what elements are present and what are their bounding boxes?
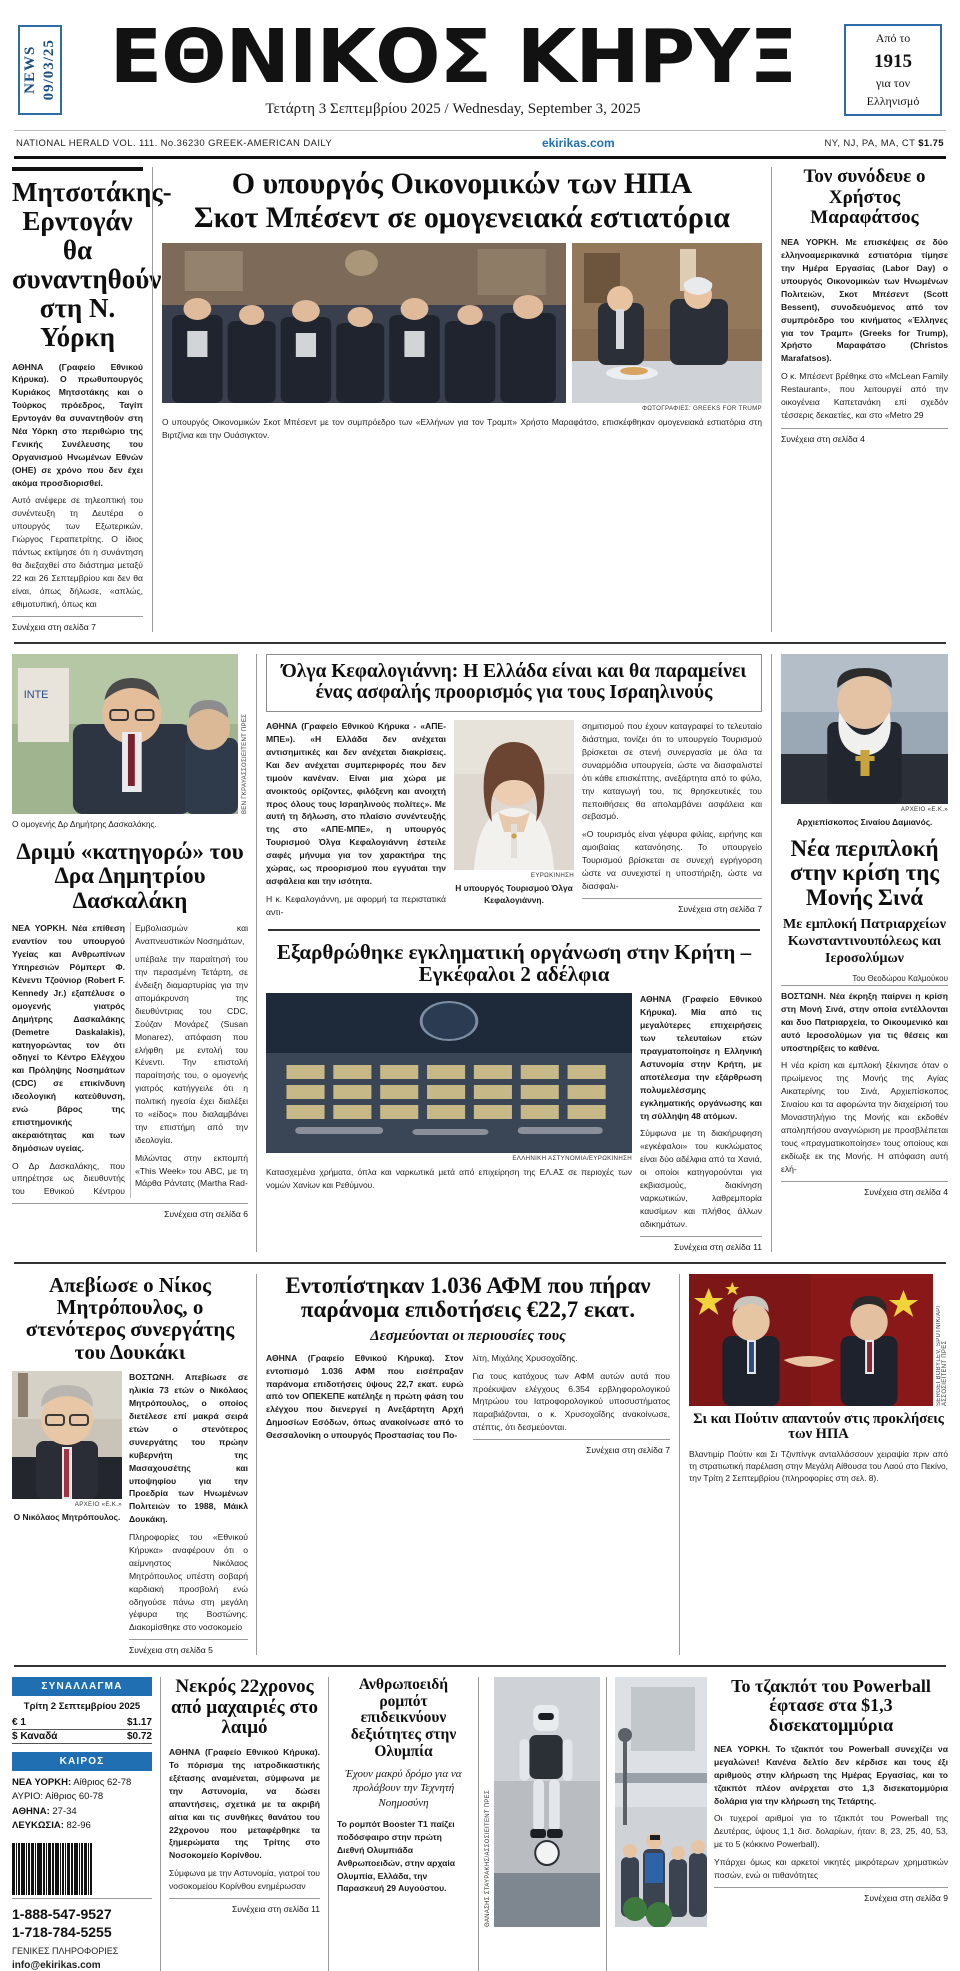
photo-crete-seizure — [266, 993, 632, 1153]
photo-caption: Κατασχεμένα χρήματα, όπλα και ναρκωτικά μετά από επιχείρηση της ΕΛ.ΑΣ σε περιοχές των νομών Χανίων και Ρεθύμνου. — [266, 1167, 632, 1190]
photo-robot — [494, 1677, 600, 1927]
article-body-p3: υπέβαλε την παραίτησή του την περασμένη Τετάρτη, σε ένδειξη διαμαρτυρίας για την απομάκρυνση της διευθύντριας του CDC, Σούζαν Μονάρεζ (Susan Monarez), απόφαση που ελήφθη με εντολή του Κένεντι. Την επιστολή παραίτησής του, ο ομογενής γιατρός κατήγγειλε ότι η πολιτική ηγεσία έχει διαλέξει το «είδος» που διαλαμβάνει την επιστήμη από την ιδεολογία. — [135, 954, 248, 1145]
article-body-p1: ΝΕΑ ΥΟΡΚΗ. Με επισκέψεις σε δύο ελληνοαμερικανικά εστιατόρια τίμησε την Ημέρα Εργασίας (Labor Day) ο υπουργός Οικονομικών των Ηνωμένων Πολιτειών, Σκοτ Μπέσεντ (Scott Bessent), συνοδευόμενος από τον συμπρόεδρο του κινήματος «Έλληνες για τον Τραμπ» (Greeks for Trump), Χρήστο Μαραφάτσο (Christos Marafatsos). — [781, 237, 948, 364]
article-crete[interactable] — [266, 941, 762, 1252]
second-section — [12, 654, 948, 1251]
article-headline: Τον συνόδευε ο Χρήστος Μαραφάτσος — [803, 166, 926, 228]
since-for-label: για τον — [875, 76, 911, 91]
article-kefalogianni[interactable] — [266, 654, 762, 712]
bottom-strip — [12, 1677, 948, 1970]
knife-body-p2: Σύμφωνα με την Αστυνομία, γιατροί του νοσοκομείου Κορίνθου ενημέρωσαν — [169, 1868, 320, 1892]
article-body-p4: Μιλώντας στην εκπομπή «This Week» του ABC, με τη Μάρθα Ράντατς (Martha Rad- — [135, 1152, 248, 1189]
photo-kefalogianni-illustration — [454, 720, 574, 870]
photo-damianos-illustration — [781, 654, 948, 804]
photo-powerball-crowd — [615, 1677, 707, 1927]
fx-row — [12, 1716, 152, 1730]
fx-label: € 1 — [12, 1717, 26, 1729]
kefalogianni-body-p2: Η κ. Κεφαλογιάννη, με αφορμή τα περιστατικά αντι- — [266, 893, 446, 917]
afm-body-p1: ΑΘΗΝΑ (Γραφείο Εθνικού Κήρυκα). Στον εντοπισμό 1.036 ΑΦΜ που εισέπραξαν παράνομα επιδοτήσεις ύψους 22,7 εκατ. ευρώ από τον ΟΠΕΚΕΠΕ κατέληξε η πρώτη φάση του ελέγχου που διενεργεί η Ανεξάρτητη Αρχή Δημοσίων Εσόδων, όπως ανακοίνωσε από το Θεσσαλονίκη ο υπουργός Προστασίας του Πο- — [266, 1352, 464, 1441]
photo-crowd-illustration — [615, 1677, 707, 1927]
lead-headline-line2: Σκοτ Μπέσεντ σε ομογενειακά εστιατόρια — [194, 200, 730, 234]
newspaper-title: ΕΘΝΙΚΟΣ ΚΗΡΥΞ — [109, 14, 797, 100]
lead-section — [12, 167, 948, 632]
news-label: NEWS — [22, 46, 39, 95]
photo-robot-illustration — [494, 1677, 600, 1927]
sinai-body-p2: Η νέα κρίση και εμπλοκή ξέκινησε όταν ο πρωίμενος της Μονής της Αγίας Αικατερίνης του Σινά, Αρχιεπίσκοπος Σιναίου και τα αφορώντα την διαχείρισή του Μοναστηλήγιο της Μονής και εκδοθέν αποληπήσου αναγνώριση με προσβλέπεται τους «πραγματικοποίησε» τους οποίους και εκδίωξε εκ της Μονής. Η απόφαση αυτή ελή- — [781, 1060, 948, 1174]
photo-credit: ΘΑΝΑΣΗΣ ΣΤΑΥΡΑΚΗΣ/ΑΣΣΟΣΙΕΪΤΕΝΤ ΠΡΕΣ — [485, 1790, 491, 1928]
article-powerball[interactable] — [606, 1677, 948, 1970]
photo-credit: SERGEI BOBYLEV, SPUTNIK/AP/ΑΣΣΟΣΙΕΪΤΕΝΤ ΠΡΕΣ — [936, 1304, 948, 1406]
section-divider-3 — [14, 1665, 946, 1667]
weather-line — [12, 1790, 152, 1804]
weather-value: 82-96 — [63, 1819, 91, 1831]
article-headline: Το τζακπότ του Powerball έφτασε στα $1,3 δισεκατομμύρια — [731, 1676, 931, 1735]
weather-line — [12, 1805, 152, 1819]
continuation-link[interactable]: Συνέχεια στη σελίδα 11 — [673, 1241, 762, 1252]
article-headline: Απεβίωσε ο Νίκος Μητρόπουλος, ο στενότερος συνεργάτης του Δουκάκι — [25, 1272, 235, 1364]
article-kicker: Έχουν μακρύ δρόμο για να προλάβουν την Τεχνητή Νοημοσύνη — [345, 1768, 462, 1809]
lead-photo-row — [162, 243, 762, 403]
photo-credit: ΑΡΧΕΙΟ «Ε.Κ.» — [900, 806, 948, 814]
weather-city: ΝΕΑ ΥΟΡΚΗ: — [12, 1777, 72, 1789]
article-afm[interactable] — [256, 1274, 680, 1656]
crete-body-p1: ΑΘΗΝΑ (Γραφείο Εθνικού Κήρυκα). Μία από τις μεγαλύτερες επιχειρήσεις των τελευταίων ετών πραγματοποίησε η Ελληνική Αστυνομία στην Κρήτη, με αποτέλεσμα την εξάρθρωση πολυμελέσσμης εγκληματικής οργάνωσης και τη σύλληψη 48 ατόμων. — [640, 994, 762, 1121]
article-headline: Μητσοτάκης-Ερντογάν θα συναντηθούν στη Ν. Υόρκη — [12, 177, 172, 352]
article-headline: Νεκρός 22χρονος από μαχαιριές στο λαιμό — [171, 1676, 318, 1738]
fx-value: $0.72 — [126, 1731, 152, 1743]
weather-value: 27-34 — [49, 1805, 77, 1817]
photo-crete-illustration — [266, 993, 632, 1153]
weather-city: ΑΘΗΝΑ: — [12, 1805, 50, 1817]
svg-text:INTE: INTE — [23, 689, 49, 702]
continuation-link[interactable]: Συνέχεια στη σελίδα 7 — [12, 622, 96, 633]
info-bar — [12, 131, 948, 156]
weather-value: Αίθριος 60-78 — [42, 1791, 104, 1803]
general-info-label: ΓΕΝΙΚΕΣ ΠΛΗΡΟΦΟΡΙΕΣ — [12, 1945, 119, 1956]
website-link[interactable]: ekirikas.com — [541, 136, 615, 151]
price-info — [825, 138, 944, 149]
price-regions: NY, NJ, PA, MA, CT — [824, 137, 916, 149]
fx-value: $1.17 — [126, 1717, 152, 1729]
photo-kefalogianni — [454, 720, 574, 870]
article-headline: Όλγα Κεφαλογιάννη: Η Ελλάδα είναι και θα παραμείνει ένας ασφαλής προορισμός για τους Ισραηλινούς — [281, 661, 747, 704]
article-headline: Νέα περιπλοκή στην κρίση της Μονής Σινά — [789, 835, 940, 910]
weather-value: Αίθριος 62-78 — [71, 1777, 132, 1789]
article-body-p2: Αυτό ανέφερε σε τηλεοπτική του συνέντευξη τη Δευτέρα ο υπουργός των Εξωτερικών, Γιώργος Γεραπετρίτης. Ο ίδιος πάντως εκτίμησε ότι η συνάντηση θα διεξαχθεί στο διάστημα μεταξύ 22 και 26 Σεπτεμβρίου και δεν θα είναι, όπως δήλωσε, «απλώς, εθιμοτυπική, όπως και — [12, 495, 143, 609]
exchange-rates-date: Τρίτη 2 Σεπτεμβρίου 2025 — [23, 1701, 141, 1713]
article-headline: Εντοπίστηκαν 1.036 ΑΦΜ που πήραν παράνομα επιδοτήσεις €22,7 εκατ. — [285, 1272, 651, 1323]
article-headline: Εξαρθρώθηκε εγκληματική οργάνωση στην Κρήτη – Εγκέφαλοι 2 αδέλφια — [276, 939, 752, 987]
knife-body-p1: ΑΘΗΝΑ (Γραφείο Εθνικού Κήρυκα). Το πόρισμα της ιατροδικαστικής εξέτασης αναμένεται, σύμφωνα με την Αστυνομία, να δώσει απαντήσεις, σχετικά με τα ακριβή αίτια και τις συνθήκες θανάτου του 22χρονου που μεταφέρθηκε τα ξημερώματα της Τρίτης στο Νοσοκομείο Κορίνθου. — [169, 1747, 320, 1861]
issue-date: Τετάρτη 3 Σεπτεμβρίου 2025 / Wednesday, September 3, 2025 — [265, 101, 641, 118]
continuation-link[interactable]: Συνέχεια στη σελίδα 7 — [678, 903, 762, 914]
section-divider-2 — [14, 1262, 946, 1264]
masthead — [12, 0, 948, 122]
fx-row — [12, 1730, 152, 1744]
lead-headline-line1: Ο υπουργός Οικονομικών των ΗΠΑ — [231, 167, 693, 201]
lead-story-bessent[interactable] — [152, 167, 772, 632]
header-bottom-rule — [14, 156, 946, 159]
article-daskalakis[interactable] — [12, 654, 256, 1251]
article-putin-xi[interactable] — [680, 1274, 948, 1656]
weather-city: ΑΥΡΙΟ: — [12, 1791, 43, 1803]
lead-photo-caption: Ο υπουργός Οικονομικών Σκοτ Μπέσεντ με τον συμπρόεδρο των «Ελλήνων για τον Τραμπ» Χρήστο Μαραφάτσο, επισκέφθηκαν ομογενειακά εστιατόρια στη Βιρτζίνια και την Ουάσιγκτον. — [162, 417, 762, 440]
info-panel — [12, 1677, 160, 1970]
photo-credit: ΒΕΝ ΓΚΡΑΥΑΣΣΟΣΙΕΪΤΕΝΤ ΠΡΕΣ — [242, 714, 248, 815]
masthead-center — [62, 14, 844, 118]
article-marafatsos[interactable] — [772, 167, 948, 632]
photo-group-illustration — [162, 243, 566, 403]
powerball-body-p1: ΝΕΑ ΥΟΡΚΗ. Το τζακπότ του Powerball συνεχίζει να μεγαλώνει! Κανένα δελτίο δεν κέρδισε και τους έξι αριθμούς στην κλήρωση της Ημέρας Εργασίας, και το τζακπότ πλέον ανέρχεται στο 1,3 δισεκατομμύρια δολάρια για την κλήρωση της Τετάρτης. — [714, 1743, 948, 1806]
publication-info: NATIONAL HERALD VOL. 111. No.36230 GREEK-AMERICAN DAILY — [16, 137, 333, 149]
photo-putin-xi — [689, 1274, 933, 1406]
article-knife[interactable] — [160, 1677, 328, 1970]
third-section — [12, 1274, 948, 1656]
section-divider-crete — [268, 929, 760, 931]
article-sinai[interactable] — [772, 654, 948, 1251]
continuation-link[interactable]: Συνέχεια στη σελίδα 7 — [586, 1445, 670, 1456]
weather-line — [12, 1776, 152, 1790]
center-articles-column — [256, 654, 772, 1251]
mitropoulos-body-p1: ΒΟΣΤΩΝΗ. Απεβίωσε σε ηλικία 73 ετών ο Νικόλαος Μητρόπουλος, ο οποίος διετέλεσε επί μακρά σειρά ετών ο στενότερος συνεργάτης του πρώην κυβερνήτη της Μασαχουσέτης και υποψηφίου για την Προεδρία των Ηνωμένων Πολιτειών το 1988, Μάικλ Δουκάκη. — [129, 1372, 248, 1525]
photo-mitropoulos-illustration — [12, 1371, 122, 1499]
since-year: 1915 — [874, 50, 912, 72]
photo-caption: Η υπουργός Τουρισμού Όλγα Κεφαλογιάννη. — [455, 883, 573, 906]
article-byline: Του Θεοδώρου Καλμούκου — [781, 974, 948, 986]
robot-body: Το ρομπότ Booster T1 παίζει ποδόσφαιρο στην πρώτη Διεθνή Ολυμπιάδα Ανθρωποειδών, στην αρχαία Ολυμπία, Ελλάδα, την Παρασκευή 29 Αυγούστου. — [337, 1818, 456, 1894]
photo-credit: ΑΡΧΕΙΟ «Ε.Κ.» — [74, 1501, 122, 1509]
barcode — [12, 1843, 152, 1895]
price-amount: $1.75 — [918, 137, 944, 149]
article-headline: Σι και Πούτιν απαντούν στις προκλήσεις των ΗΠΑ — [693, 1410, 944, 1443]
photo-credit: ΦΩΤΟΓΡΑΦΙΕΣ: GREEKS FOR TRUMP — [642, 405, 762, 413]
article-robot[interactable] — [328, 1677, 478, 1970]
photo-bessent-table — [572, 243, 762, 403]
afm-body-p3: Για τους κατόχους των ΑΦΜ αυτών αυτά που προέκυψαν ελέγχους 6.354 ερβληφορολογικού Μητρώου του Ιατροφορολογικού υποσυστήματος παραβιάζονται, ο κ. Χρυσοχοΐδης ανακοίνωσε, στέπτις, ότι δεσμεύονται. — [472, 1370, 670, 1433]
since-what-label: Ελληνισμό — [866, 93, 920, 108]
exchange-rates-title: ΣΥΝΑΛΛΑΓΜΑ — [12, 1677, 152, 1696]
article-body-columns — [12, 922, 248, 1198]
sinai-body-p1: ΒΟΣΤΩΝΗ. Νέα έκρηξη παίρνει η κρίση στη Μονή Σινά, στην οποία εντέλλονται και δυο Πατριαρχεία, το Οικουμενικό και αυτό Ιεροσολύμων για τις θέσεις και υποστηρίξεις το καθένα. — [781, 991, 948, 1053]
article-mitsotakis-erdogan[interactable] — [12, 167, 172, 633]
photo-archbishop-damianos — [781, 654, 948, 804]
continuation-link[interactable]: Συνέχεια στη σελίδα 4 — [864, 1186, 948, 1197]
since-from-label: Από το — [875, 31, 911, 46]
weather-line — [12, 1819, 152, 1833]
crete-body-p2: Σύμφωνα με τη διακήρυφηση «εγκέφαλοι» του κυκλώματος είναι δύο αδέλφια από τα Χανιά, οι οποίοι κατηγορούνται για εκβιασμούς, διακίνηση ναρκωτικών, λαθρεμπορία καυσίμων και πλήθος άλλων αδικημάτων. — [640, 1128, 762, 1229]
news-date: 09/03/25 — [41, 39, 57, 101]
photo-caption: Ο ομογενής Δρ Δημήτρης Δασκαλάκης. — [12, 819, 157, 830]
continuation-link[interactable]: Συνέχεια στη σελίδα 11 — [231, 1903, 320, 1914]
kefalogianni-body-p3: σημιτισμού που έχουν καταγραφεί το τελευταίο διάστημα, τονίζει ότι το υπουργείο Τουρισμού βρίσκεται σε στενή συνεργασία με όλα τα συναρμόδια υπουργεία, ώστε να διασφαλιστεί ότι κάθε επισκέπτης, ανεξάρτητα από το φύλο, την καταγωγή του, τις θρησκευτικές του πεποιθήσεις θα απολαμβάνει ασφάλεια και σεβασμό. — [582, 721, 762, 822]
article-mitropoulos[interactable] — [12, 1274, 256, 1656]
phone-number-1[interactable]: 1-888-547-9527 — [12, 1906, 112, 1923]
news-date-badge — [18, 25, 62, 115]
powerball-body-p3: Υπάρχει όμως και αρκετοί νικητές μικρότερων χρηματικών ποσών, ενώ οι πιθανότητες — [714, 1857, 948, 1880]
continuation-link[interactable]: Συνέχεια στη σελίδα 6 — [164, 1209, 248, 1220]
section-divider-1 — [14, 642, 946, 644]
article-body-p2: Ο Δρ Δασκαλάκης, που υπηρέτησε ως διευθυντής του Εθνικού Κέντρου Εμβολιασμών και Αναπνευστικών Νοσημάτων, — [12, 923, 248, 1197]
photo-credit: ΕΥΡΩΚΙΝΗΣΗ — [530, 872, 574, 880]
article-headline: Δριμύ «κατηγορώ» του Δρα Δημητρίου Δασκαλάκη — [16, 838, 244, 913]
photo-credit: ΕΛΛΗΝΙΚΗ ΑΣΤΥΝΟΜΙΑ/ΕΥΡΩΚΙΝΗΣΗ — [512, 1155, 632, 1163]
since-badge — [844, 24, 942, 116]
article-subheadline: Δεσμεύονται οι περιουσίες τους — [370, 1327, 566, 1344]
phone-number-2[interactable]: 1-718-784-5255 — [12, 1924, 112, 1941]
photo-mitropoulos — [12, 1371, 122, 1499]
continuation-link[interactable]: Συνέχεια στη σελίδα 9 — [864, 1892, 948, 1903]
photo-caption: Ο Νικόλαος Μητρόπουλος. — [13, 1512, 121, 1523]
mitropoulos-body-p2: Πληροφορίες του «Εθνικού Κήρυκα» αναφέρουν ότι ο αείμνηστος Νικόλαος Μητρόπουλος υπέστη σοβαρή καρδιακή προσβολή ενώ οδηγούσε πάνω στη μεγάλη γέφυρα της Βοστώνης. Διακομίσθηκε στο νοσοκομείο — [129, 1532, 248, 1633]
afm-body-p2: λίτη, Μιχάλης Χρυσοχοΐδης. — [472, 1352, 578, 1363]
photo-restaurant-group — [162, 243, 566, 403]
weather-city: ΛΕΥΚΩΣΙΑ: — [12, 1819, 64, 1831]
photo-caption: Αρχιεπίσκοπος Σιναίου Δαμιανός. — [796, 817, 933, 828]
powerball-body-p2: Οι τυχεροί αριθμοί για το τζακπότ του Powerball της Δευτέρας, ύψους 1,1 δισ. δολαρίων, ήταν: 8, 23, 25, 40, 53, με το 5 (κόκκινο Powerball). — [714, 1813, 948, 1850]
fx-label: $ Καναδά — [12, 1731, 58, 1743]
photo-daskalakis-illustration — [12, 654, 238, 814]
article-body-p1: ΑΘΗΝΑ (Γραφείο Εθνικού Κήρυκα). Ο πρωθυπουργός Κυριάκος Μητσοτάκης και ο Τούρκος πρόεδρος, Ταγίπ Ερντογάν θα συναντηθούν στη Νέα Υόρκη στο περιθώριο της Γενικής Συνέλευσης του Οργανισμού Ηνωμένων Εθνών (ΟΗΕ) σε χρόνο που δεν έχει ακόμα προσδιορισθεί. — [12, 361, 143, 488]
kefalogianni-body-p4: «Ο τουρισμός είναι γέφυρα φιλίας, ειρήνης και αμοιβαίας κατανόησης. Το υπουργείο Τουρισμού βρίσκεται σε συνεχή εγρήγορση ώστε να συνεχιστεί η υποστήριξη, ώστε να διασφαλι- — [582, 829, 762, 891]
kefalogianni-body-p1: ΑΘΗΝΑ (Γραφείο Εθνικού Κήρυκα - «ΑΠΕ-ΜΠΕ»). «Η Ελλάδα δεν ανέχεται αντισημιτικές και δεν ανέχεται διακρίσεις. Και δεν ανέχεται συμπεριφορές που δεν τιμούν κανέναν. Είναι μια χώρα με ανοικτούς ορίζοντες, φιλόξενη και ανοιχτή προς όλους τους Ισραηλινούς πολίτες». Με αυτή τη δήλωση, στο πλαίσιο συνέντευξής της στο «ΑΠΕ-ΜΠΕ», η υπουργός Τουρισμού Όλγα Κεφαλογιάννη έστειλε σαφές μήνυμα για τον χαρακτήρα της χώρας, ως προορισμού που εγγυάται την ασφάλεια και την ισότητα. — [266, 721, 446, 886]
article-body-p1: ΝΕΑ ΥΟΡΚΗ. Νέα επίθεση εναντίον του υπουργού Υγείας και Ανθρωπίνων Υπηρεσιών Ρόμπερτ Φ. Κένεντι Τζούνιορ (Robert F. Kennedy Jr.) εξαπέλυσε ο ομογενής γιατρός Δημήτρης Δασκαλάκης (Demetre Daskalakis), κατηγορώντας τον ότι οδηγεί το Κέντρο Ελέγχου και Πρόληψης Νοσημάτων (CDC) σε επικίνδυνη ιδεολογική κατεύθυνση, ενώ βάρος της επιστημονικής ακεραιότητας και των δημόσιων υγείας. — [12, 923, 125, 1153]
robot-photo-panel — [478, 1677, 606, 1970]
photo-putin-xi-illustration — [689, 1274, 933, 1406]
photo-daskalakis — [12, 654, 238, 814]
article-subheadline: Με εμπλοκή Πατριαρχείων Κωνσταντινουπόλεως και Ιεροσολύμων — [783, 917, 946, 966]
article-body-p2: Ο κ. Μπέσεντ βρέθηκε στο «McLean Family Restaurant», που λειτουργεί από την οικογένεια Καπετανάκη επί σχεδόν τέσσερις δεκαετίες, και στο «Metro 29 — [781, 371, 948, 420]
contact-email[interactable]: info@ekirikas.com — [12, 1959, 101, 1971]
photo-caption: Βλαντιμίρ Πούτιν και Σι Τζινπίνγκ ανταλλάσσουν χειραψία πριν από τη στρατιωτική παρέλαση στην Μεγάλη Αίθουσα του Λαού στο Πεκίνο, την Τρίτη 2 Σεπτεμβρίου (πληροφορίες στη σελ. 8). — [689, 1448, 948, 1483]
article-headline: Ανθρωποειδή ρομπότ επιδεικνύουν δεξιότητες στην Ολυμπία — [350, 1676, 457, 1760]
continuation-link[interactable]: Συνέχεια στη σελίδα 5 — [129, 1645, 213, 1656]
weather-title: ΚΑΙΡΟΣ — [12, 1752, 152, 1771]
photo-table-illustration — [572, 243, 762, 403]
continuation-link[interactable]: Συνέχεια στη σελίδα 4 — [781, 433, 865, 444]
